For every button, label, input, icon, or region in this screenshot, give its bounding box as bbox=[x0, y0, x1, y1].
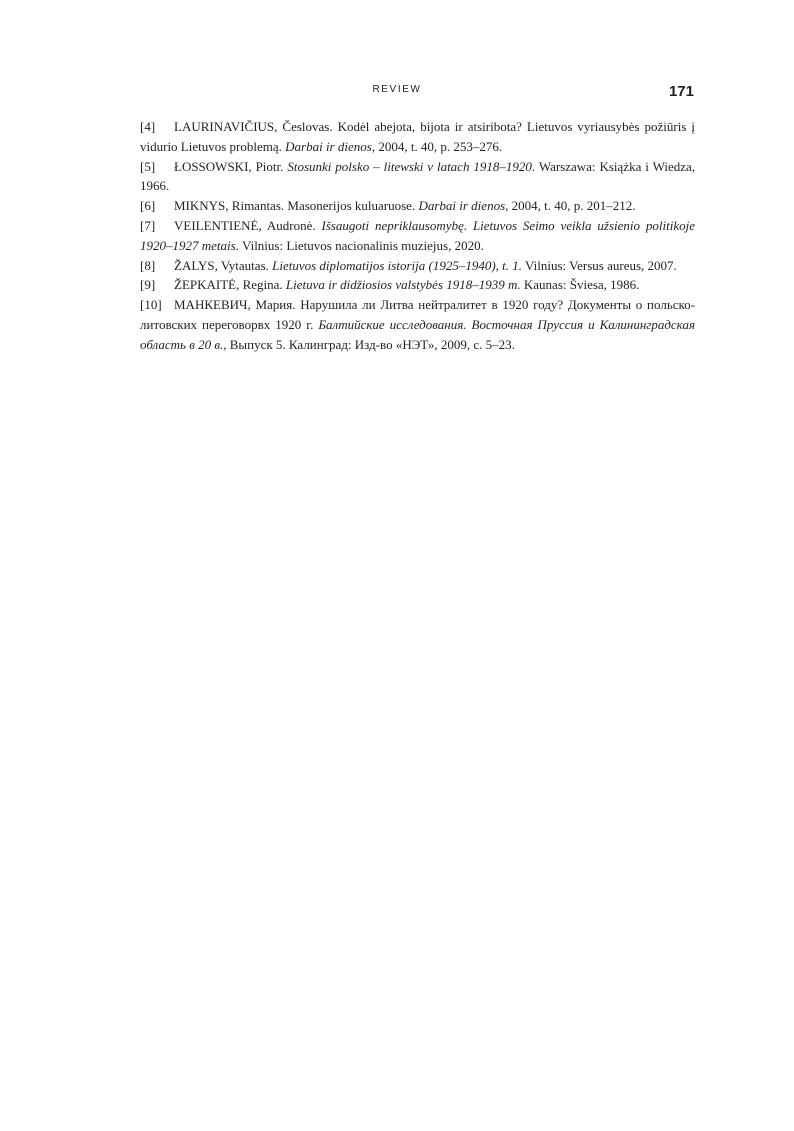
reference-item-6 bbox=[140, 196, 695, 216]
reference-author: ŁOSSOWSKI, Piotr. bbox=[174, 158, 284, 174]
reference-item-4 bbox=[140, 117, 695, 157]
reference-details: , 2004, t. 40, p. 253–276. bbox=[371, 138, 503, 154]
reference-source: Балтийские исследования. Восточная Пруссия и Калининградская область в 20 в. bbox=[140, 316, 695, 352]
reference-details: Warszawa: Książka i Wiedza, 1966. bbox=[140, 158, 695, 194]
reference-details: Kaunas: Šviesa, 1986. bbox=[523, 277, 640, 293]
page-number: 171 bbox=[668, 83, 694, 100]
reference-author: МАНКЕВИЧ, Мария. bbox=[174, 297, 296, 313]
reference-number: [5] bbox=[140, 158, 156, 174]
reference-number: [9] bbox=[140, 277, 156, 293]
reference-title: Lietuva ir didžiosios valstybės 1918–1939 m. bbox=[285, 277, 521, 293]
reference-title: Kodėl abejota, bijota ir atsiribota? Lietuvos vyriausybės požiūris į vidurio Lietuvos problemą. bbox=[140, 119, 695, 154]
reference-item-10 bbox=[140, 295, 695, 354]
reference-number: [4] bbox=[140, 119, 156, 134]
running-header-title: REVIEW bbox=[372, 84, 422, 95]
reference-title: Нарушила ли Литва нейтралитет в 1920 году? Документы о польско-литовских переговорвх 1920 г. bbox=[140, 297, 695, 332]
reference-item-8 bbox=[140, 256, 695, 276]
reference-author: MIKNYS, Rimantas. bbox=[174, 198, 285, 214]
reference-number: [6] bbox=[140, 198, 156, 214]
reference-item-5 bbox=[140, 157, 695, 197]
reference-title: Stosunki polsko – litewski v latach 1918–1920. bbox=[287, 158, 536, 174]
reference-number: [8] bbox=[140, 257, 156, 273]
reference-list bbox=[140, 117, 695, 355]
reference-details: Vilnius: Lietuvos nacionalinis muziejus, 2020. bbox=[241, 237, 484, 253]
reference-details: , Выпуск 5. Калинград: Изд-во «НЭТ», 2009, с. 5–23. bbox=[223, 336, 515, 352]
reference-author: LAURINAVIČIUS, Česlovas. bbox=[174, 119, 333, 134]
reference-number: [7] bbox=[140, 217, 156, 233]
reference-item-9 bbox=[140, 275, 695, 295]
reference-source: Darbai ir dienos bbox=[285, 138, 372, 154]
reference-author: ŽALYS, Vytautas. bbox=[174, 257, 269, 273]
reference-details: Vilnius: Versus aureus, 2007. bbox=[525, 257, 677, 273]
reference-source: Darbai ir dienos bbox=[418, 198, 506, 214]
reference-title: Lietuvos diplomatijos istorija (1925–1940), t. 1. bbox=[272, 257, 523, 273]
reference-item-7 bbox=[140, 216, 695, 256]
reference-title: Masonerijos kuluaruose. bbox=[287, 198, 416, 214]
reference-details: , 2004, t. 40, p. 201–212. bbox=[505, 198, 636, 214]
reference-number: [10] bbox=[140, 297, 162, 313]
reference-title: Išsaugoti nepriklausomybę. Lietuvos Seimo veikla užsienio politikoje 1920–1927 metais. bbox=[140, 217, 695, 253]
reference-author: ŽEPKAITĖ, Regina. bbox=[174, 277, 283, 293]
reference-author: VEILENTIENĖ, Audronė. bbox=[174, 217, 316, 233]
